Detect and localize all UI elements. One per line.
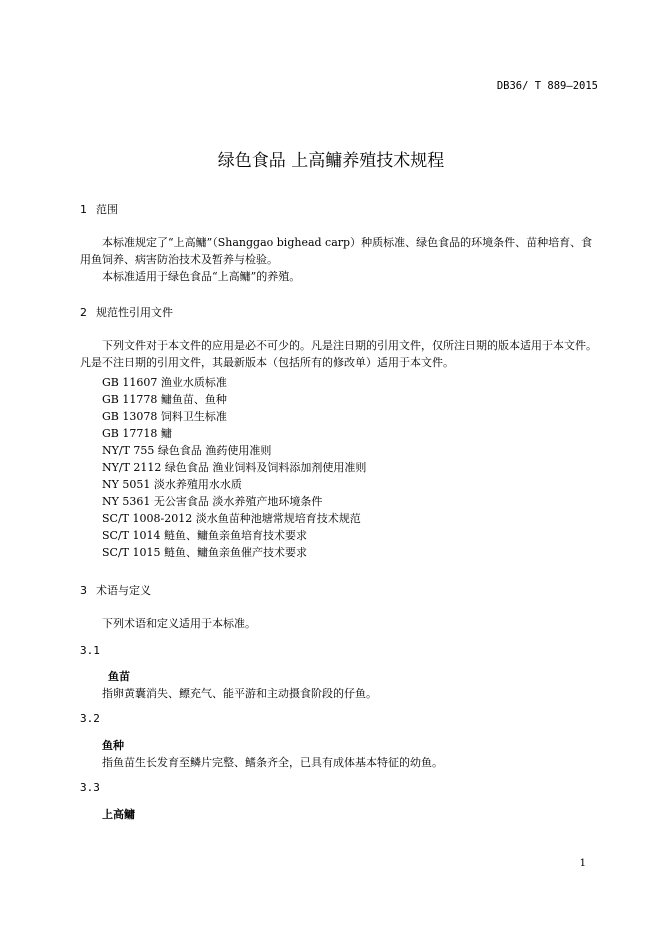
scope-paragraph-1: 本标准规定了“上高鳙”（Shanggao bighead carp）种质标准、绿色食品的环境条件、苗种培育、食用鱼饲养、病害防治技术及暂养与检验。 <box>80 236 593 266</box>
term-number: 3.3 <box>80 781 100 794</box>
section-number: 1 <box>80 203 87 216</box>
section-title: 规范性引用文件 <box>96 306 173 319</box>
normative-intro <box>80 337 602 371</box>
scope-paragraph-2: 本标准适用于绿色食品“上高鳙”的养殖。 <box>102 270 301 283</box>
reference-item: NY 5361 无公害食品 淡水养殖产地环境条件 <box>102 495 323 508</box>
section-number: 3 <box>80 584 87 597</box>
reference-item: GB 11607 渔业水质标准 <box>102 376 227 389</box>
reference-item: GB 11778 鳙鱼苗、鱼种 <box>102 393 227 406</box>
reference-item: SC/T 1014 鲢鱼、鳙鱼亲鱼培育技术要求 <box>102 529 307 542</box>
term-number: 3.1 <box>80 644 100 657</box>
term-name: 鱼种 <box>102 739 124 752</box>
term-name: 上高鳙 <box>102 808 135 821</box>
reference-item: NY/T 755 绿色食品 渔药使用准则 <box>102 444 272 457</box>
document-title: 绿色食品 上高鳙养殖技术规程 <box>217 151 445 171</box>
reference-item: SC/T 1015 鲢鱼、鳙鱼亲鱼催产技术要求 <box>102 546 307 559</box>
term-number: 3.2 <box>80 712 100 725</box>
term-name: 鱼苗 <box>108 670 130 683</box>
section-number: 2 <box>80 306 87 319</box>
section-title: 术语与定义 <box>96 584 151 597</box>
document-code: DB36/ T 889—2015 <box>496 80 598 92</box>
normative-intro-text: 下列文件对于本文件的应用是必不可少的。凡是注日期的引用文件，仅所注日期的版本适用于本文件。凡是不注日期的引用文件，其最新版本（包括所有的修改单）适用于本文件。 <box>80 339 597 369</box>
section-heading-scope <box>80 201 118 217</box>
term-definition: 指卵黄囊消失、鳔充气、能平游和主动摄食阶段的仔鱼。 <box>102 687 377 700</box>
reference-item: SC/T 1008-2012 淡水鱼苗种池塘常规培育技术规范 <box>102 512 361 525</box>
terms-intro: 下列术语和定义适用于本标准。 <box>102 617 256 630</box>
section-heading-terms <box>80 582 151 598</box>
term-definition: 指鱼苗生长发育至鳞片完整、鳍条齐全，已具有成体基本特征的幼鱼。 <box>102 756 443 769</box>
reference-item: NY/T 2112 绿色食品 渔业饲料及饲料添加剂使用准则 <box>102 461 367 474</box>
reference-item: NY 5051 淡水养殖用水水质 <box>102 478 242 491</box>
scope-body <box>80 234 602 285</box>
page-number: 1 <box>579 858 586 869</box>
reference-item: GB 13078 饲料卫生标准 <box>102 410 227 423</box>
reference-item: GB 17718 鳙 <box>102 427 172 440</box>
section-title: 范围 <box>96 203 118 216</box>
section-heading-normative <box>80 304 173 320</box>
